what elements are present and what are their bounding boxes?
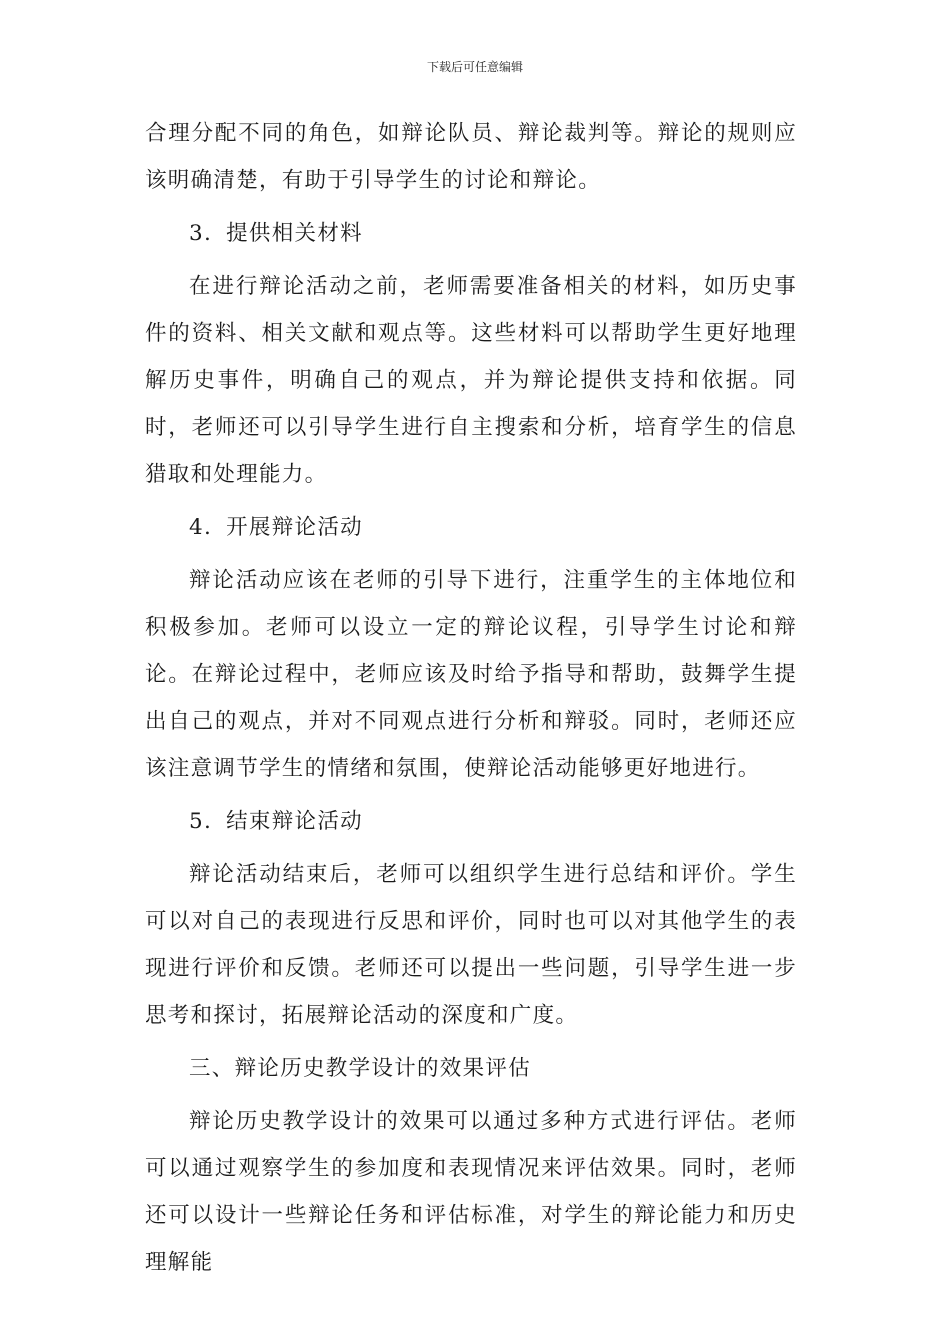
document-body [145, 110, 797, 1286]
paragraph: 辩论活动应该在老师的引导下进行，注重学生的主体地位和积极参加。老师可以设立一定的辩论议程，引导学生讨论和辩论。在辩论过程中，老师应该及时给予指导和帮助，鼓舞学生提出自己的观点，并对不同观点进行分析和辩驳。同时，老师还应该注意调节学生的情绪和氛围，使辩论活动能够更好地进行。 [145, 568, 797, 781]
subheading-4 [145, 504, 797, 551]
subheading-3 [145, 210, 797, 257]
subheading-number: 4. [189, 515, 213, 540]
subheading-title: 开展辩论活动 [226, 515, 363, 540]
subheading-5 [145, 798, 797, 845]
paragraph: 辩论活动结束后，老师可以组织学生进行总结和评价。学生可以对自己的表现进行反思和评价，同时也可以对其他学生的表现进行评价和反馈。老师还可以提出一些问题，引导学生进一步思考和探讨，拓展辩论活动的深度和广度。 [145, 862, 797, 1028]
subheading-number: 3. [189, 221, 213, 246]
subheading-title: 提供相关材料 [226, 221, 363, 246]
subheading-title: 结束辩论活动 [226, 809, 363, 834]
page-header: 下载后可任意编辑 [426, 60, 523, 74]
paragraph: 辩论历史教学设计的效果可以通过多种方式进行评估。老师可以通过观察学生的参加度和表现情况来评估效果。同时，老师还可以设计一些辩论任务和评估标准，对学生的辩论能力和历史理解能 [145, 1109, 797, 1275]
subheading-number: 5. [189, 809, 213, 834]
paragraph: 合理分配不同的角色，如辩论队员、辩论裁判等。辩论的规则应该明确清楚，有助于引导学生的讨论和辩论。 [145, 121, 797, 193]
section-heading: 三、辩论历史教学设计的效果评估 [189, 1056, 532, 1081]
paragraph: 在进行辩论活动之前，老师需要准备相关的材料，如历史事件的资料、相关文献和观点等。这些材料可以帮助学生更好地理解历史事件，明确自己的观点，并为辩论提供支持和依据。同时，老师还可以引导学生进行自主搜索和分析，培育学生的信息猎取和处理能力。 [145, 274, 797, 487]
